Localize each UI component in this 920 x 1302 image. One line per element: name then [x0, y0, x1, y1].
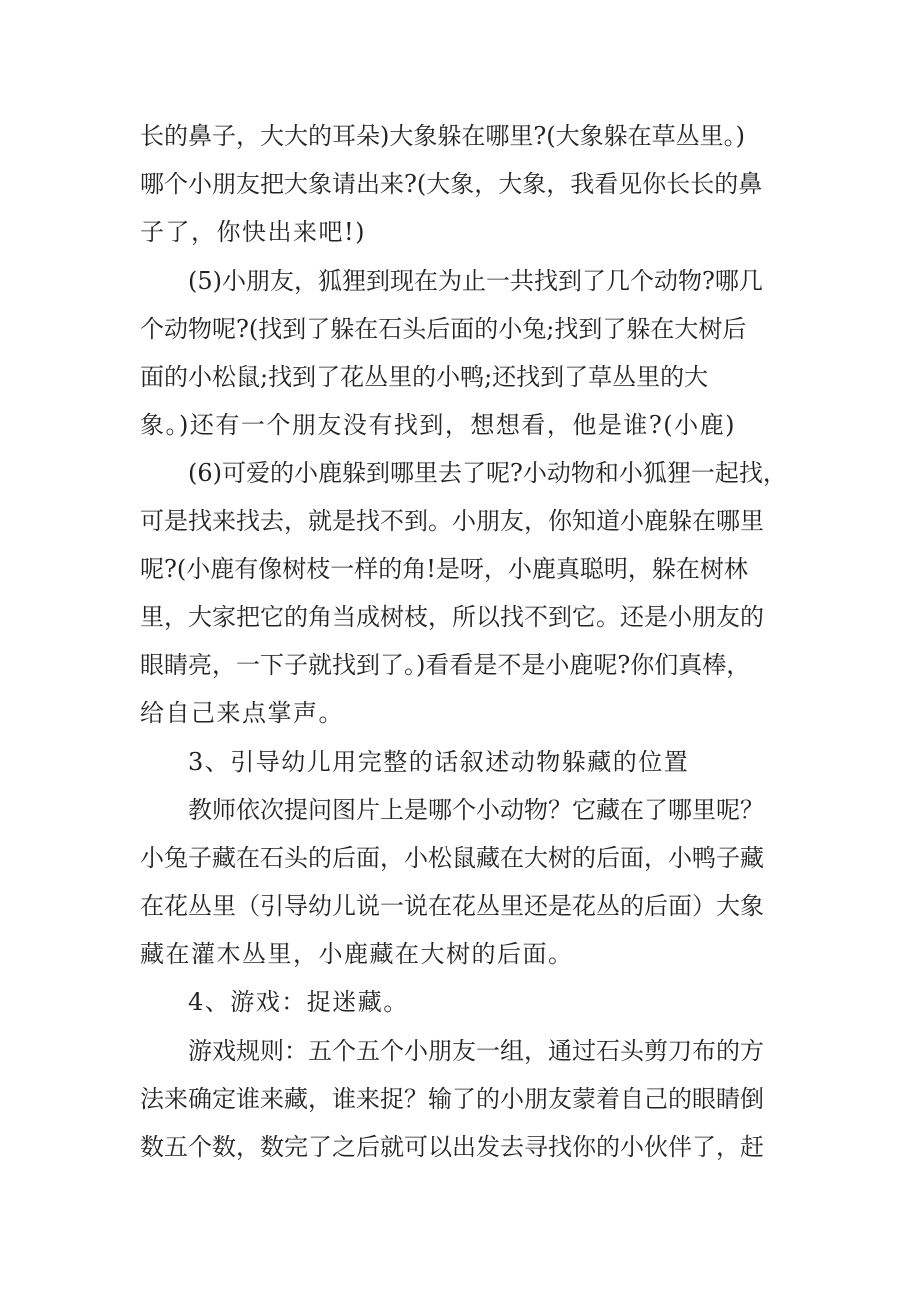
text-line: 数五个数，数完了之后就可以出发去寻找你的小伙伴了，赶: [140, 1133, 764, 1161]
text-line: 面的小松鼠;找到了花丛里的小鸭;还找到了草丛里的大: [140, 363, 709, 391]
text-line: 眼睛亮，一下子就找到了。)看看是不是小鹿呢?你们真棒，: [140, 651, 751, 679]
text-line: 法来确定谁来藏，谁来捉？输了的小朋友蒙着自己的眼睛倒: [140, 1085, 764, 1113]
text-line: 给自己来点掌声。: [140, 699, 344, 727]
text-line: (6)可爱的小鹿躲到哪里去了呢?小动物和小狐狸一起找，: [188, 459, 787, 487]
text-line: 呢?(小鹿有像树枝一样的角!是呀，小鹿真聪明，躲在树林: [140, 555, 748, 583]
text-line: 象。)还有一个朋友没有找到，想想看，他是谁?(小鹿): [140, 411, 736, 439]
text-line: 教师依次提问图片上是哪个小动物？它藏在了哪里呢？: [188, 796, 764, 824]
text-line: 子了，你快出来吧!): [140, 218, 367, 246]
text-line: 哪个小朋友把大象请出来?(大象，大象，我看见你长长的鼻: [140, 170, 763, 198]
text-line: 个动物呢?(找到了躲在石头后面的小兔;找到了躲在大树后: [140, 315, 747, 343]
text-line: 在花丛里（引导幼儿说一说在花丛里还是花丛的后面）大象: [140, 892, 764, 920]
text-line: 小兔子藏在石头的后面，小松鼠藏在大树的后面，小鸭子藏: [140, 844, 764, 872]
text-line: (5)小朋友，狐狸到现在为止一共找到了几个动物?哪几: [188, 267, 763, 295]
section-heading: 4、游戏：捉迷藏。: [188, 988, 409, 1016]
section-heading: 3、引导幼儿用完整的话叙述动物躲藏的位置: [188, 748, 690, 776]
text-line: 游戏规则：五个五个小朋友一组，通过石头剪刀布的方: [188, 1037, 764, 1065]
text-line: 可是找来找去，就是找不到。小朋友，你知道小鹿躲在哪里: [140, 507, 764, 535]
text-line: 长的鼻子，大大的耳朵)大象躲在哪里?(大象躲在草丛里。): [140, 122, 745, 150]
text-line: 藏在灌木丛里，小鹿藏在大树的后面。: [140, 940, 574, 968]
text-line: 里，大家把它的角当成树枝，所以找不到它。还是小朋友的: [140, 603, 764, 631]
